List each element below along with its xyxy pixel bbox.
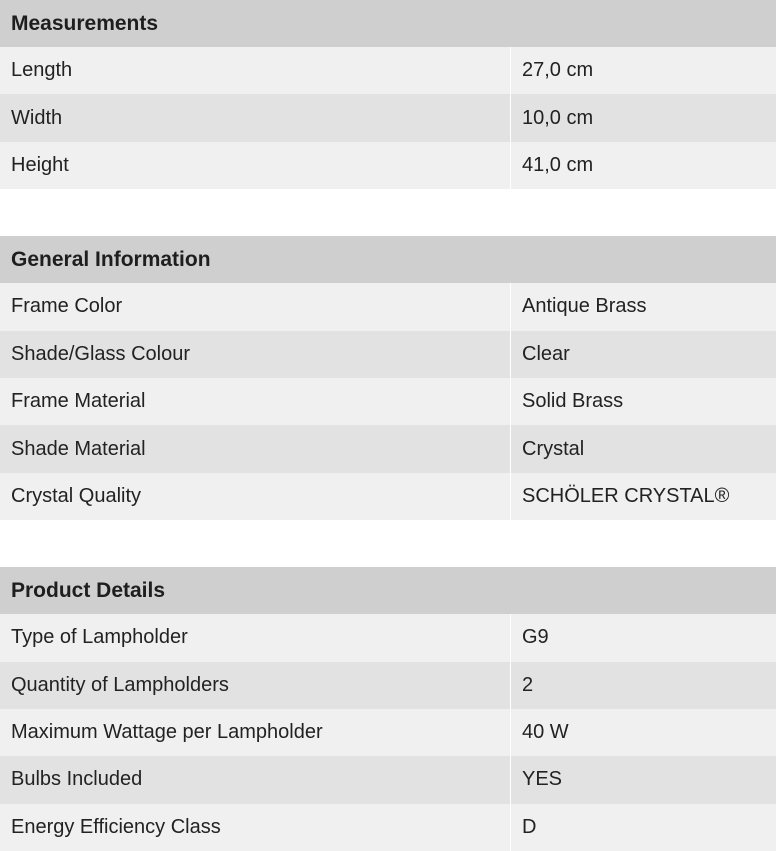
table-row xyxy=(0,378,776,425)
spec-value: Solid Brass xyxy=(510,378,776,425)
spec-label: Shade Material xyxy=(11,437,146,460)
section-title: General Information xyxy=(0,236,776,283)
table-row xyxy=(0,804,776,851)
spec-label: Frame Material xyxy=(11,390,146,413)
table-row xyxy=(0,331,776,378)
spec-value: 27,0 cm xyxy=(510,47,776,94)
spec-label: Type of Lampholder xyxy=(11,626,188,649)
spec-value: SCHÖLER CRYSTAL® xyxy=(510,473,776,520)
spec-value: YES xyxy=(510,756,776,803)
table-row xyxy=(0,709,776,756)
spec-value: G9 xyxy=(510,614,776,661)
spec-label: Shade/Glass Colour xyxy=(11,342,190,365)
spec-label: Length xyxy=(11,59,73,82)
table-row xyxy=(0,425,776,472)
spec-value: Clear xyxy=(510,331,776,378)
spec-label: Maximum Wattage per Lampholder xyxy=(11,721,323,744)
section-title: Measurements xyxy=(0,0,776,47)
spec-value: 41,0 cm xyxy=(510,142,776,189)
spec-value: 10,0 cm xyxy=(510,94,776,141)
general-information-section xyxy=(0,236,776,520)
spec-label: Frame Color xyxy=(11,295,123,318)
spec-value: Crystal xyxy=(510,425,776,472)
spec-value: Antique Brass xyxy=(510,283,776,330)
table-row xyxy=(0,662,776,709)
spec-value: 40 W xyxy=(510,709,776,756)
spec-value: D xyxy=(510,804,776,851)
table-row xyxy=(0,614,776,661)
spec-label: Energy Efficiency Class xyxy=(11,815,221,838)
table-row xyxy=(0,94,776,141)
spec-label: Quantity of Lampholders xyxy=(11,673,229,696)
measurements-section xyxy=(0,0,776,189)
spec-label: Crystal Quality xyxy=(11,484,142,507)
table-row xyxy=(0,47,776,94)
spec-value: 2 xyxy=(510,662,776,709)
table-row xyxy=(0,283,776,330)
spec-label: Width xyxy=(11,106,63,129)
table-row xyxy=(0,473,776,520)
section-title: Product Details xyxy=(0,567,776,614)
spec-label: Bulbs Included xyxy=(11,768,143,791)
spec-label: Height xyxy=(11,153,69,176)
table-row xyxy=(0,756,776,803)
table-row xyxy=(0,142,776,189)
product-details-section xyxy=(0,567,776,851)
